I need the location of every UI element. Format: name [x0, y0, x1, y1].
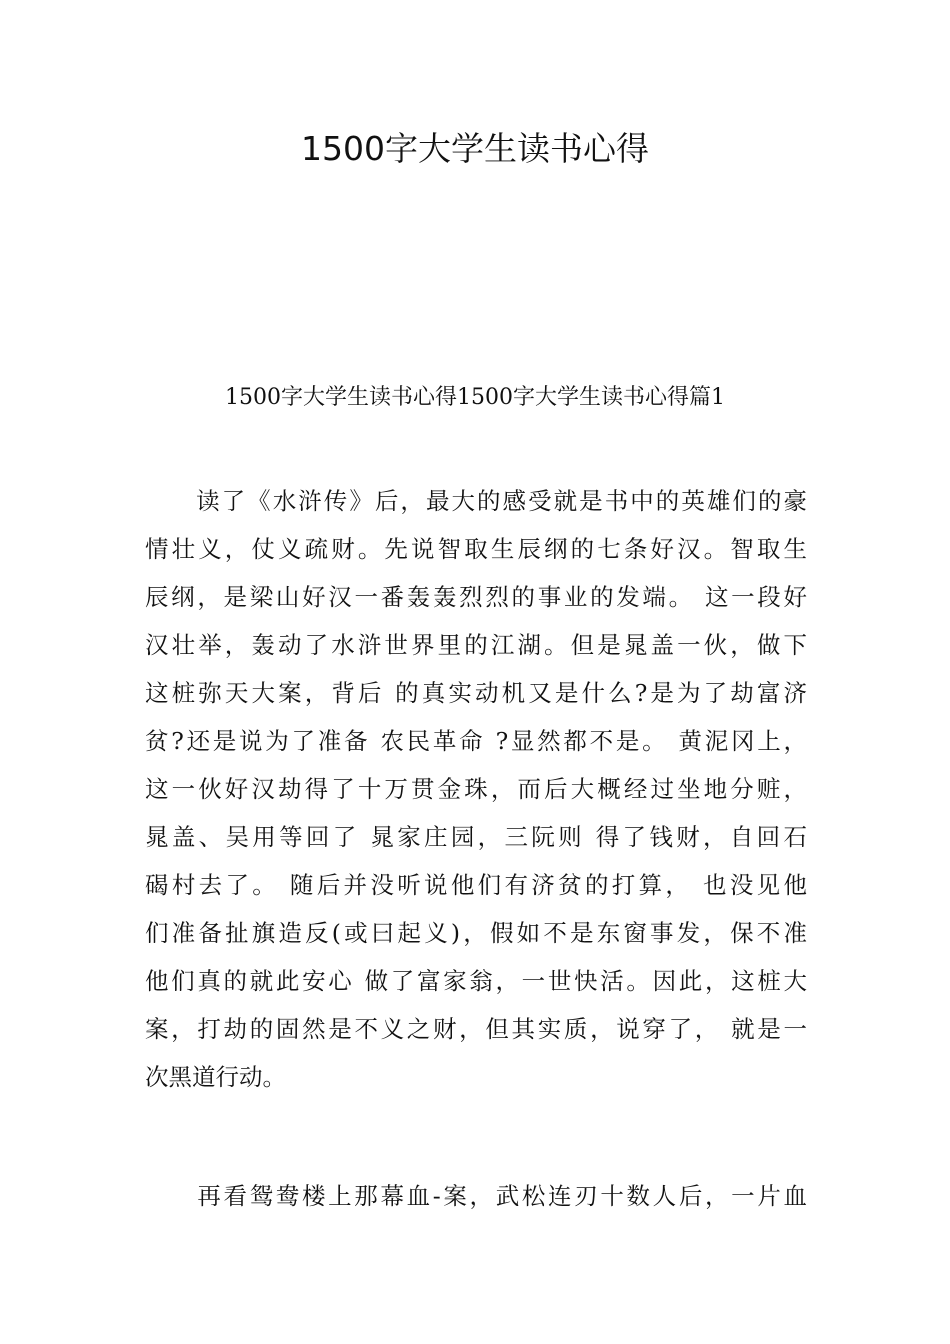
paragraph-line: 晁盖、吴用等回了 晁家庄园，三阮则 得了钱财，自回石 [145, 823, 807, 851]
paragraph-line: 汉壮举，轰动了水浒世界里的江湖。但是晁盖一伙，做下 [145, 631, 807, 659]
paragraph-line: 次黑道行动。 [145, 1063, 286, 1091]
paragraph-2 [145, 1172, 807, 1220]
paragraph-line: 再看鸳鸯楼上那幕血-案，武松连刃十数人后，一片血 [145, 1182, 807, 1210]
paragraph-line: 这桩弥天大案，背后 的真实动机又是什么?是为了劫富济 [145, 679, 807, 707]
paragraph-line: 贫?还是说为了准备 农民革命 ?显然都不是。 黄泥冈上， [145, 727, 807, 755]
document-title: 1500字大学生读书心得 [301, 129, 649, 168]
paragraph-line: 辰纲，是梁山好汉一番轰轰烈烈的事业的发端。 这一段好 [145, 583, 807, 611]
paragraph-line: 们准备扯旗造反(或曰起义)，假如不是东窗事发，保不准 [145, 919, 807, 947]
document-subtitle: 1500字大学生读书心得1500字大学生读书心得篇1 [225, 385, 725, 410]
paragraph-line: 这一伙好汉劫得了十万贯金珠，而后大概经过坐地分赃， [145, 775, 807, 803]
paragraph-1 [145, 477, 807, 1101]
paragraph-line: 读了《水浒传》后，最大的感受就是书中的英雄们的豪 [145, 487, 807, 515]
paragraph-line: 情壮义，仗义疏财。先说智取生辰纲的七条好汉。智取生 [145, 535, 807, 563]
paragraph-line: 案，打劫的固然是不义之财，但其实质，说穿了， 就是一 [145, 1015, 807, 1043]
paragraph-line: 他们真的就此安心 做了富家翁，一世快活。因此，这桩大 [145, 967, 807, 995]
paragraph-line: 碣村去了。 随后并没听说他们有济贫的打算， 也没见他 [145, 871, 807, 899]
